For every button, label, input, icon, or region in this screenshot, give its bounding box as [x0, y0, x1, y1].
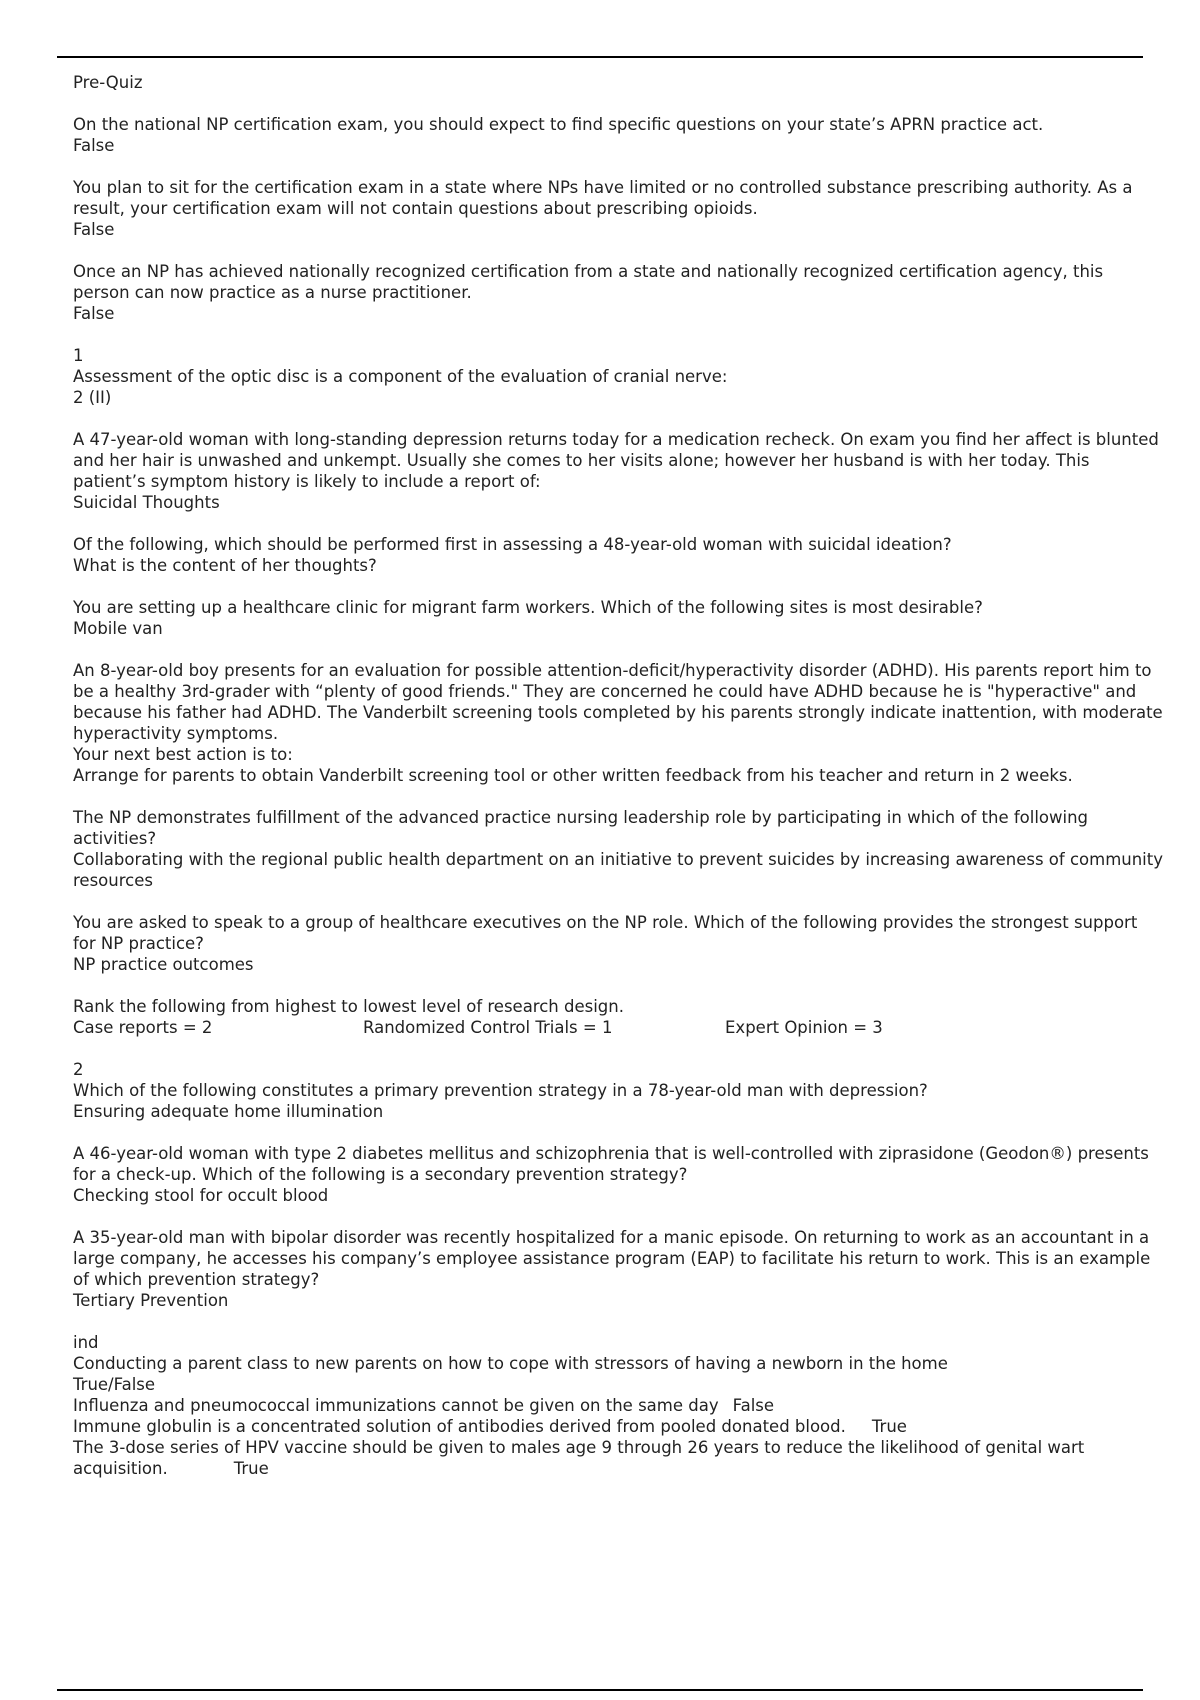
question-text: You are asked to speak to a group of healthcare executives on the NP role. Which of the following provides the strongest support for NP practice? — [73, 913, 1138, 953]
question-text: You are setting up a healthcare clinic for migrant farm workers. Which of the following sites is most desirable? — [73, 598, 983, 617]
tf-item — [73, 1395, 1163, 1416]
answer-text: NP practice outcomes — [73, 955, 254, 974]
quiz-item — [73, 534, 1163, 576]
section-number: 2 — [73, 1060, 84, 1079]
question-text: Which of the following constitutes a primary prevention strategy in a 78-year-old man with depression? — [73, 1081, 928, 1100]
answer-text: Ensuring adequate home illumination — [73, 1102, 384, 1121]
tf-statement: Immune globulin is a concentrated solution of antibodies derived from pooled donated blood. — [73, 1417, 846, 1436]
section-number: ind — [73, 1333, 99, 1352]
question-text: Rank the following from highest to lowest level of research design. — [73, 997, 624, 1016]
answer-text: 2 (II) — [73, 388, 112, 407]
quiz-item — [73, 1143, 1163, 1206]
document-header — [73, 72, 1163, 93]
top-rule — [57, 56, 1143, 58]
quiz-item — [73, 177, 1163, 240]
question-text: The NP demonstrates fulfillment of the advanced practice nursing leadership role by participating in which of the following activities? — [73, 808, 1089, 848]
answer-text: False — [73, 136, 115, 155]
quiz-item — [73, 429, 1163, 513]
rank-item — [73, 996, 1163, 1038]
tf-statement: The 3-dose series of HPV vaccine should be given to males age 9 through 26 years to reduce the likelihood of genital wart acquisition. — [73, 1438, 1085, 1478]
rank-entry: Randomized Control Trials = 1 — [363, 1018, 613, 1037]
tf-item — [73, 1437, 1163, 1479]
tf-heading: True/False — [73, 1375, 156, 1394]
question-text: Once an NP has achieved nationally recognized certification from a state and nationally recognized certification agency, this person can now practice as a nurse practitioner. — [73, 262, 1104, 302]
quiz-item — [73, 912, 1163, 975]
rank-entry: Expert Opinion = 3 — [725, 1018, 883, 1037]
answer-text: What is the content of her thoughts? — [73, 556, 377, 575]
answer-text: False — [73, 220, 115, 239]
question-text: A 46-year-old woman with type 2 diabetes mellitus and schizophrenia that is well-controlled with ziprasidone (Geodon®) presents for a check-up. Which of the following is a secondary prevention strategy? — [73, 1144, 1149, 1184]
document-body — [73, 72, 1163, 1500]
statement-text: Conducting a parent class to new parents on how to cope with stressors of having a newborn in the home — [73, 1354, 948, 1373]
tf-answer: True — [233, 1459, 269, 1478]
quiz-item — [73, 660, 1163, 786]
tf-statement: Influenza and pneumococcal immunizations cannot be given on the same day — [73, 1396, 719, 1415]
rank-answers — [73, 1017, 1163, 1038]
question-text: Assessment of the optic disc is a component of the evaluation of cranial nerve: — [73, 367, 728, 386]
header-text: Pre-Quiz — [73, 73, 143, 92]
bottom-rule — [57, 1689, 1143, 1691]
question-text: An 8-year-old boy presents for an evaluation for possible attention-deficit/hyperactivity disorder (ADHD). His parents report him to be a healthy 3rd-grader with “plenty of good friends." They are concerned he could have ADHD because he is "hyperactive" and because his father had ADHD. The Vanderbilt screening tools completed by his parents strongly indicate inattention, with moderate hyperactivity symptoms. — [73, 661, 1163, 743]
quiz-item — [73, 1227, 1163, 1311]
answer-text: Mobile van — [73, 619, 163, 638]
rank-entry: Case reports = 2 — [73, 1018, 213, 1037]
answer-text: False — [73, 304, 115, 323]
quiz-item — [73, 114, 1163, 156]
tf-answer: False — [732, 1396, 775, 1415]
question-prompt: Your next best action is to: — [73, 745, 293, 764]
quiz-item — [73, 1059, 1163, 1122]
quiz-item — [73, 261, 1163, 324]
tf-item — [73, 1416, 1163, 1437]
question-text: Of the following, which should be performed first in assessing a 48-year-old woman with suicidal ideation? — [73, 535, 952, 554]
question-text: A 47-year-old woman with long-standing depression returns today for a medication recheck. On exam you find her affect is blunted and her hair is unwashed and unkempt. Usually she comes to her visits alone; however her husband is with her today. This patient’s symptom history is likely to include a report of: — [73, 430, 1159, 491]
question-text: You plan to sit for the certification exam in a state where NPs have limited or no controlled substance prescribing authority. As a result, your certification exam will not contain questions about prescribing opioids. — [73, 178, 1133, 218]
final-section — [73, 1332, 1163, 1479]
quiz-item — [73, 345, 1163, 408]
answer-text: Checking stool for occult blood — [73, 1186, 329, 1205]
section-number: 1 — [73, 346, 84, 365]
quiz-item — [73, 807, 1163, 891]
question-text: A 35-year-old man with bipolar disorder was recently hospitalized for a manic episode. On returning to work as an accountant in a large company, he accesses his company’s employee assistance program (EAP) to facilitate his return to work. This is an example of which prevention strategy? — [73, 1228, 1151, 1289]
answer-text: Suicidal Thoughts — [73, 493, 220, 512]
question-text: On the national NP certification exam, you should expect to find specific questions on your state’s APRN practice act. — [73, 115, 1044, 134]
answer-text: Tertiary Prevention — [73, 1291, 229, 1310]
quiz-item — [73, 597, 1163, 639]
answer-text: Arrange for parents to obtain Vanderbilt screening tool or other written feedback from his teacher and return in 2 weeks. — [73, 766, 1073, 785]
tf-answer: True — [871, 1417, 907, 1436]
answer-text: Collaborating with the regional public health department on an initiative to prevent suicides by increasing awareness of community resources — [73, 850, 1163, 890]
